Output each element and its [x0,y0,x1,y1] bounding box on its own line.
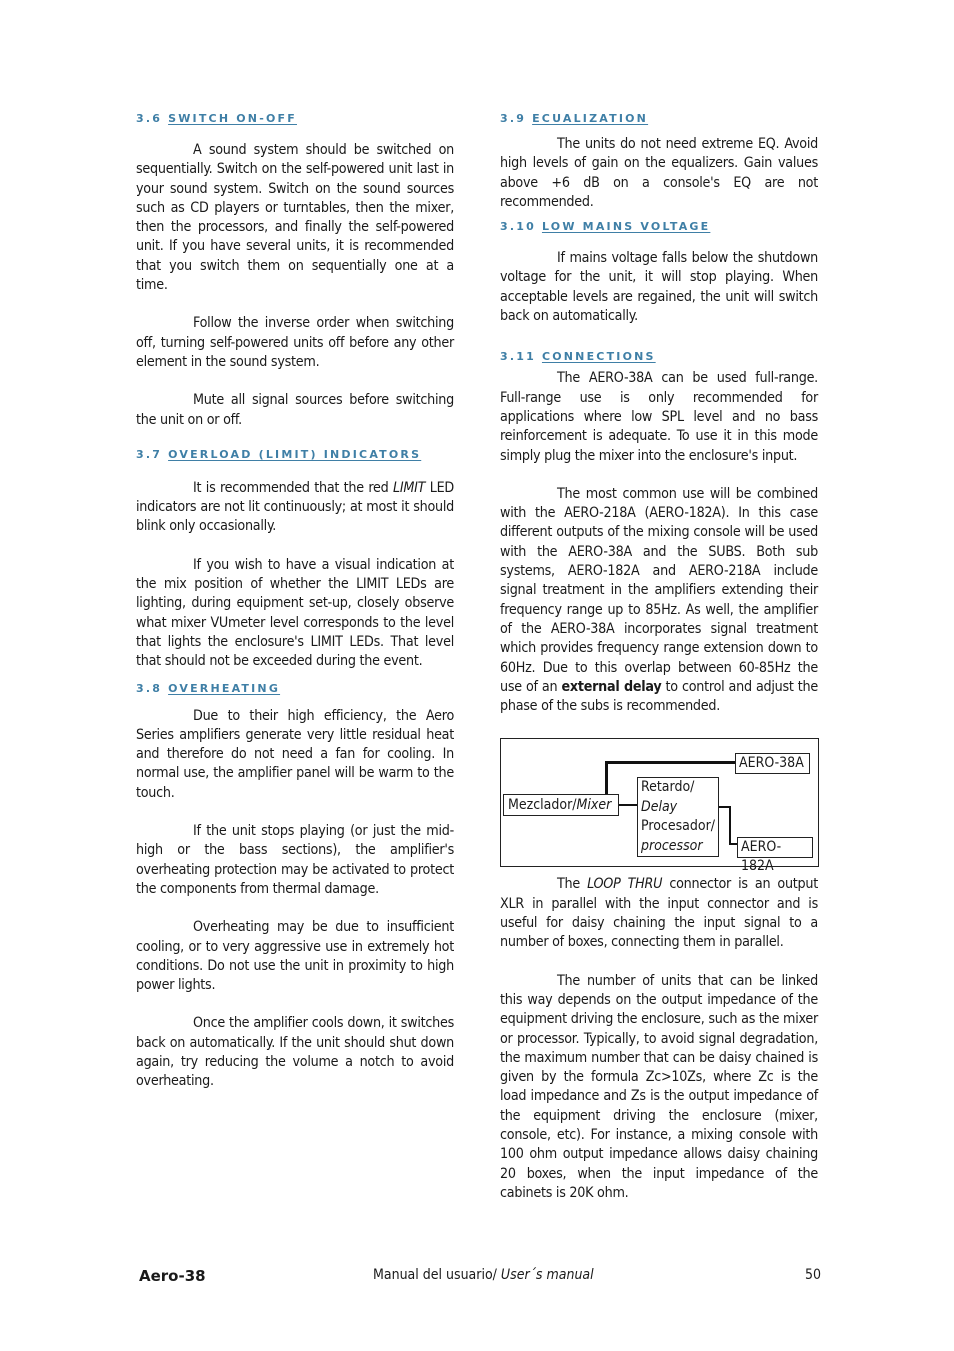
paragraph: If you wish to have a visual indication at the mix position of whether the LIMIT LEDs are lighting, during equipment set-up, closely observe what mixer VUmeter level corresponds to the level that lights the enclosure's LIMIT LEDs. That level that should not be exceeded during the event. [136,556,454,670]
paragraph: The AERO-38A can be used full-range. Full-range use is only recommended for applications where low SPL level and no bass reinforcement is adequate. To use it in this mode simply plug the mixer into the enclosure's input. [500,370,818,464]
footer-brand: Aero-38 [139,1267,206,1285]
left-column [136,108,454,1092]
page-number: 50 [805,1267,822,1283]
connector-line [729,843,737,845]
paragraph: Once the amplifier cools down, it switches back on automatically. If the unit should shut down again, try reducing the volume a notch to avoid overheating. [136,1015,454,1090]
paragraph: The most common use will be combined with the AERO-218A (AERO-182A). In this case different outputs of the mixing console will be used with the AERO-38A and the SUBS. Both sub systems, AERO-182A and AERO-218A include signal treatment in the amplifiers extending their frequency range up to 85Hz. As well, the amplifier of the AERO-38A incorporates signal treatment which provides frequency range extension down to 60Hz. Due to this overlap between 60-85Hz the use of an external delay to control and adjust the phase of the subs is recommended. [500,485,818,715]
heading-3-6: 3.6 SWITCH ON-OFF [136,112,297,125]
mixer-box: Mezclador/Mixer [503,794,619,816]
connector-line [605,761,735,764]
paragraph: Mute all signal sources before switching the unit on or off. [136,392,454,428]
right-column [500,108,818,1203]
paragraph: The units do not need extreme EQ. Avoid high levels of gain on the equalizers. Gain values above +6 dB on a console's EQ are not recommended. [500,136,818,210]
paragraph: The LOOP THRU connector is an output XLR in parallel with the input connector and is useful for daisy chaining the input signal to a number of boxes, connecting them in parallel. [500,876,818,951]
heading-3-10: 3.10 LOW MAINS VOLTAGE [500,220,711,234]
connection-diagram [500,738,819,875]
paragraph: If mains voltage falls below the shutdown voltage for the unit, it will stop playing. When acceptable levels are regained, the unit will switch back on automatically. [500,250,818,325]
paragraph: Follow the inverse order when switching off, turning self-powered units off before any other element in the sound system. [136,315,454,370]
aero-182a-box: AERO-182A [737,837,813,858]
footer-manual-title: Manual del usuario/ User´s manual [373,1267,594,1283]
connector-line [619,804,637,806]
paragraph: A sound system should be switched on sequentially. Switch on the self-powered unit last in your sound system. Switch on the sound sources such as CD players or turntables, then the mixer, then the processors, and finally the self-powered unit. If you have several units, it is recommended that you switch them on sequentially one at a time. [136,142,454,294]
paragraph: The number of units that can be linked this way depends on the output impedance of the equipment driving the enclosure, such as the mixer or processor. Typically, to avoid signal degradation, the maximum number that can be daisy chained is given by the formula Zc>10Zs, where Zc is the load impedance and Zs is the output impedance of the equipment driving the enclosure (mixer, console, etc). For instance, a mixing console with 100 ohm output impedance allows daisy chaining 20 boxes, when the input impedance of the cabinets is 20K ohm. [500,972,818,1201]
connector-line [605,761,608,795]
heading-3-7: 3.7 OVERLOAD (LIMIT) INDICATORS [136,447,422,461]
paragraph: Due to their high efficiency, the Aero Series amplifiers generate very little residual heat and therefore do not need a fan for cooling. In normal use, the amplifier panel will be warm to the touch. [136,707,454,801]
paragraph: If the unit stops playing (or just the mid-high or the bass sections), the amplifier's overheating protection may be activated to protect the components from thermal damage. [136,823,454,897]
heading-3-9: 3.9 ECUALIZATION [500,112,649,125]
paragraph: Overheating may be due to insufficient cooling, or to very aggressive use in extremely hot conditions. Do not use the unit in proximity to high power lights. [136,919,454,994]
heading-3-11: 3.11 CONNECTIONS [500,350,656,364]
aero-38a-box: AERO-38A [735,753,810,774]
delay-processor-box: Retardo/ Delay Procesador/ processor [637,777,719,857]
heading-3-8: 3.8 OVERHEATING [136,681,281,695]
paragraph: It is recommended that the red LIMIT LED indicators are not lit continuously; at most it should blink only occasionally. [136,479,454,535]
connector-line [729,806,731,844]
